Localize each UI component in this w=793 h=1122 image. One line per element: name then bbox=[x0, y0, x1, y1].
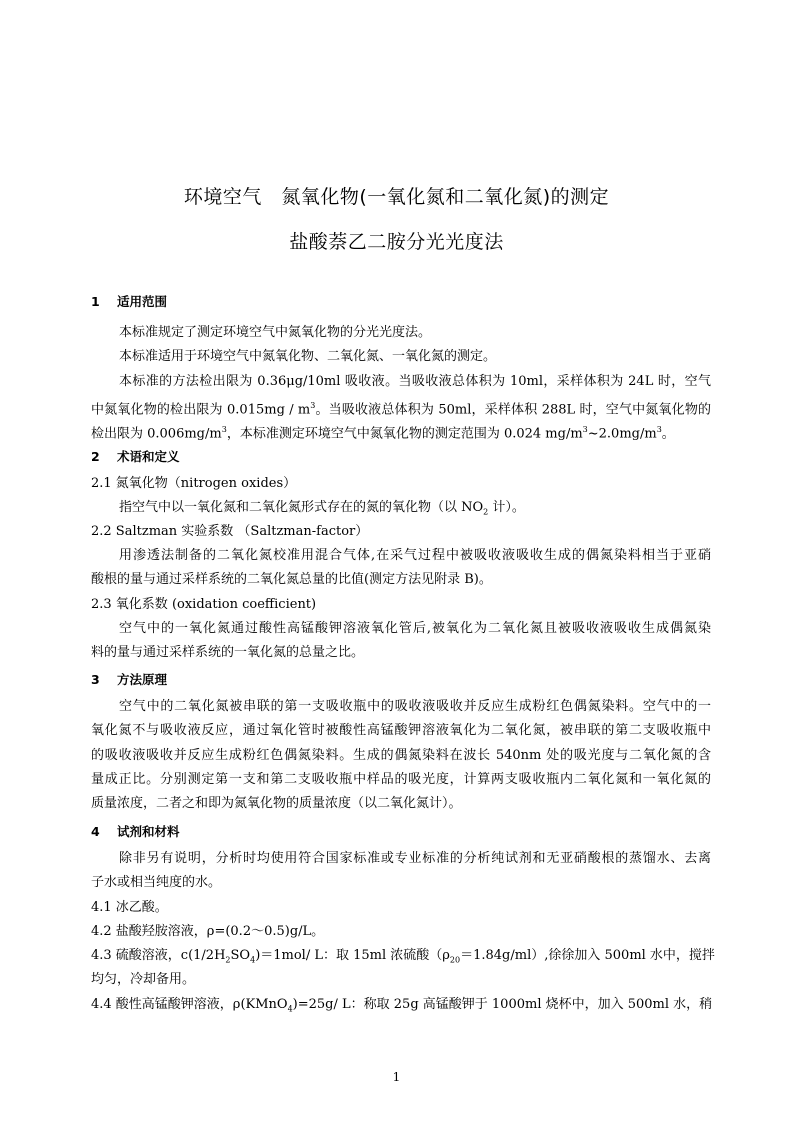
section-heading-3 bbox=[91, 670, 167, 688]
list-item: 4.4 酸性高锰酸钾溶液，ρ(KMnO$_4$)=25g/ L：称取 25g 高锰酸钾于 1000ml 烧杯中，加入 500ml 水，稍 bbox=[91, 997, 713, 1014]
section-title: 试剂和材料 bbox=[117, 824, 180, 839]
page-number: 1 bbox=[392, 1070, 401, 1084]
document-title-line2: 盐酸萘乙二胺分光光度法 bbox=[289, 231, 504, 253]
paragraph-line: 检出限为 $0.006mg/m^3$，本标准测定环境空气中氮氧化物的测定范围为 0.024 $mg/m^3\sim 2.0mg/m^3$。 bbox=[91, 425, 675, 442]
document-title-line1: 环境空气 氮氧化物(一氧化氮和二氧化氮)的测定 bbox=[183, 186, 610, 208]
paragraph-line: 氧化氮不与吸收液反应，通过氧化管时被酸性高锰酸钾溶液氧化为二氧化氮，被串联的第二支吸收瓶中 bbox=[91, 723, 711, 738]
paragraph-line: 指空气中以一氧化氮和二氧化氮形式存在的氮的氧化物（以 $NO_2$ 计）。 bbox=[119, 500, 525, 517]
section-number: 4 bbox=[91, 824, 100, 839]
paragraph-line: 用渗透法制备的二氧化氮校准用混合气体,在采气过程中被吸收液吸收生成的偶氮染料相当于亚硝 bbox=[119, 548, 711, 563]
paragraph-line: 料的量与通过采样系统的一氧化氮的总量之比。 bbox=[91, 645, 365, 660]
paragraph-line: 空气中的一氧化氮通过酸性高锰酸钾溶液氧化管后,被氧化为二氧化氮且被吸收液吸收生成偶氮染 bbox=[119, 621, 711, 636]
paragraph-line: 的吸收液吸收并反应生成粉红色偶氮染料。生成的偶氮染料在波长 540nm 处的吸光度与二氧化氮的含 bbox=[91, 748, 711, 763]
paragraph-line: 本标准规定了测定环境空气中氮氧化物的分光光度法。 bbox=[119, 325, 432, 340]
paragraph-line: 酸根的量与通过采样系统的二氧化氮总量的比值(测定方法见附录 B)。 bbox=[91, 572, 492, 587]
section-number: 2 bbox=[91, 449, 100, 464]
section-title: 术语和定义 bbox=[117, 449, 180, 464]
paragraph-line: 中氮氧化物的检出限为 $0.015mg / m^3$。当吸收液总体积为 50ml，采样体积 288L 时，空气中氮氧化物的 bbox=[91, 401, 711, 418]
section-heading-4 bbox=[91, 822, 180, 840]
paragraph-line: 均匀，冷却备用。 bbox=[91, 972, 196, 987]
paragraph-line: 量成正比。分别测定第一支和第二支吸收瓶中样品的吸光度，计算两支吸收瓶内二氧化氮和一氧化氮的 bbox=[91, 772, 711, 787]
section-title: 适用范围 bbox=[117, 294, 168, 309]
paragraph-line: 子水或相当纯度的水。 bbox=[91, 875, 222, 890]
section-number: 1 bbox=[91, 294, 100, 309]
section-heading-1 bbox=[91, 292, 167, 310]
section-number: 3 bbox=[91, 672, 100, 687]
list-item: 4.1 冰乙酸。 bbox=[91, 900, 168, 915]
section-title: 方法原理 bbox=[117, 672, 168, 687]
paragraph-line: 空气中的二氧化氮被串联的第一支吸收瓶中的吸收液吸收并反应生成粉红色偶氮染料。空气中的一 bbox=[119, 699, 711, 714]
list-item: 4.2 盐酸羟胺溶液，ρ=(0.2～0.5)g/L。 bbox=[91, 924, 325, 939]
paragraph-line: 本标准适用于环境空气中氮氧化物、二氧化氮、一氧化氮的测定。 bbox=[119, 349, 497, 364]
definition-term: 2.2 Saltzman 实验系数 （Saltzman-factor） bbox=[91, 524, 369, 539]
list-item: 4.3 硫酸溶液，$c(1/2H_2SO_4)=1mol/$ L：取 15ml 浓硫酸$(\rho_{20}=1.84g/ml)$,徐徐加入 500ml 水中，搅拌 bbox=[91, 948, 715, 965]
paragraph-line: 除非另有说明，分析时均使用符合国家标准或专业标准的分析纯试剂和无亚硝酸根的蒸馏水、去离 bbox=[119, 851, 711, 866]
paragraph-line: 本标准的方法检出限为 0.36μg/10ml 吸收液。当吸收液总体积为 10ml，采样体积为 24L 时，空气 bbox=[119, 374, 711, 389]
definition-term: 2.3 氧化系数 (oxidation coefficient) bbox=[91, 597, 317, 612]
definition-term: 2.1 氮氧化物（nitrogen oxides） bbox=[91, 476, 297, 491]
paragraph-line: 质量浓度，二者之和即为氮氧化物的质量浓度（以二氧化氮计）。 bbox=[91, 796, 462, 811]
section-heading-2 bbox=[91, 447, 180, 465]
